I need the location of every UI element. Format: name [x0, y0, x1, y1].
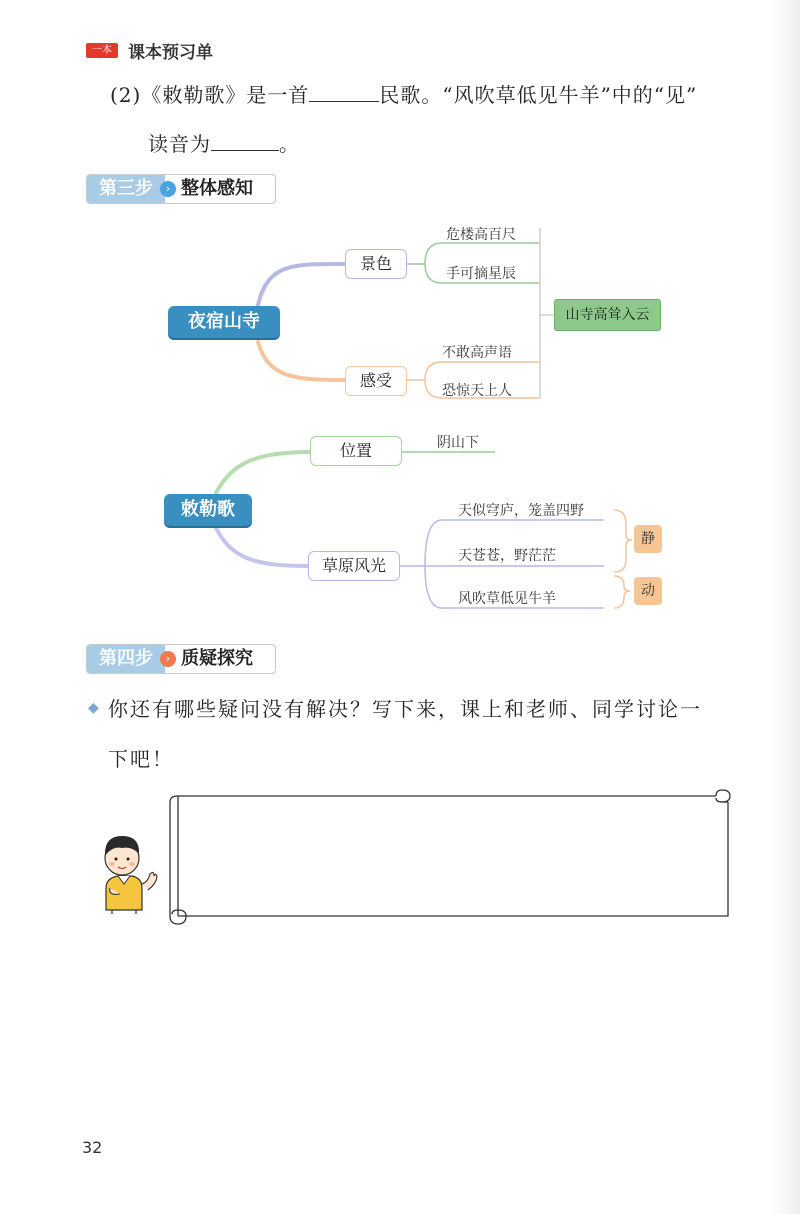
tag-static: 静 — [634, 525, 662, 553]
boy-illustration — [92, 822, 160, 914]
branch-location: 位置 — [310, 436, 402, 466]
question-text-b: 民歌。“风吹草低见牛羊”中的“见” — [379, 83, 698, 107]
prompt-line-1: 你还有哪些疑问没有解决？写下来，课上和老师、同学讨论一 — [108, 697, 702, 721]
question-text-c: 读音为 — [148, 132, 211, 156]
tag-dynamic: 动 — [634, 577, 662, 605]
chevron-right-icon: › — [160, 651, 176, 667]
section-step-4 — [86, 644, 276, 674]
summary-box: 山寺高耸入云 — [554, 299, 661, 331]
step-name: 质疑探究 — [181, 648, 253, 669]
question-text-a: (2)《敕勒歌》是一首 — [110, 83, 310, 107]
step-label: 第四步 — [87, 645, 165, 673]
question-writing-area[interactable] — [180, 798, 720, 912]
book-title: 课本预习单 — [128, 43, 213, 63]
leaf-text: 天苍苍，野茫茫 — [458, 548, 556, 564]
leaf-text: 危楼高百尺 — [446, 227, 516, 243]
step-label: 第三步 — [87, 175, 165, 203]
prompt-line-2: 下吧！ — [108, 747, 174, 771]
branch-scenery: 景色 — [345, 249, 407, 279]
chevron-right-icon: › — [160, 181, 176, 197]
question-text-d: 。 — [279, 132, 300, 156]
book-logo: 一本 — [86, 43, 118, 58]
page-number: 32 — [82, 1138, 103, 1157]
mind-map-root-1: 夜宿山寺 — [168, 306, 280, 338]
branch-grassland: 草原风光 — [308, 551, 400, 581]
step-name: 整体感知 — [181, 178, 253, 199]
leaf-text: 手可摘星辰 — [446, 266, 516, 282]
leaf-text: 阴山下 — [437, 435, 479, 451]
mind-map-root-2: 敕勒歌 — [164, 494, 252, 526]
leaf-text: 不敢高声语 — [442, 345, 512, 361]
leaf-text: 天似穹庐，笼盖四野 — [458, 503, 584, 519]
leaf-text: 风吹草低见牛羊 — [458, 591, 556, 607]
leaf-text: 恐惊天上人 — [442, 383, 512, 399]
branch-feeling: 感受 — [345, 366, 407, 396]
diamond-bullet-icon: ◆ — [88, 700, 99, 716]
